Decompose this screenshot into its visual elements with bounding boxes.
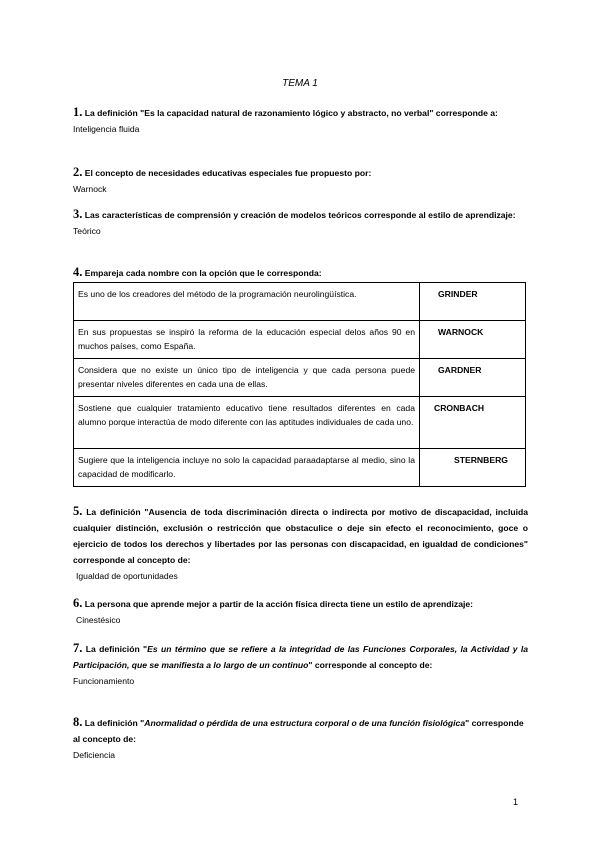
question-answer: Deficiencia [73, 750, 116, 760]
question-text: La persona que aprende mejor a partir de la acción física directa tiene un estilo de aprendizaje: [84, 599, 474, 609]
question-number: 4. [73, 265, 83, 279]
question-answer: Igualdad de oportunidades [76, 571, 178, 581]
question-5 [73, 503, 528, 584]
table-row [74, 359, 526, 397]
question-answer: Funcionamiento [73, 676, 135, 686]
question-8 [73, 714, 528, 763]
match-name: WARNOCK [420, 321, 526, 359]
question-text: Empareja cada nombre con la opción que le corresponda: [84, 268, 322, 278]
question-text-italic: Anormalidad o pérdida de una estructura corporal o de una función fisiológica [144, 718, 466, 728]
question-4 [73, 264, 528, 281]
table-row [74, 283, 526, 321]
question-answer: Warnock [73, 184, 107, 194]
table-row [74, 397, 526, 449]
question-3 [73, 206, 528, 239]
match-description: Considera que no existe un único tipo de inteligencia y que cada persona puede presentar niveles diferentes en cada una de ellas. [74, 359, 420, 397]
match-name: CRONBACH [420, 397, 526, 449]
match-table [73, 282, 526, 487]
question-answer: Cinestésico [76, 615, 121, 625]
question-text-lead: La definición " [85, 644, 148, 654]
table-row [74, 449, 526, 487]
page-title: TEMA 1 [282, 78, 318, 89]
question-number: 8. [73, 715, 83, 729]
question-6 [73, 595, 528, 628]
match-description: Es uno de los creadores del método de la programación neurolingüística. [74, 283, 420, 321]
match-name: GRINDER [420, 283, 526, 321]
question-number: 6. [73, 596, 83, 610]
question-text: El concepto de necesidades educativas especiales fue propuesto por: [84, 168, 372, 178]
question-text-tail: " corresponde al concepto de: [73, 718, 524, 744]
question-number: 7. [73, 641, 83, 655]
table-row [74, 321, 526, 359]
question-text-italic: Es un término que se refiere a la integridad de las Funciones Corporales, la Actividad y la Participación, que se manifiesta a lo largo de un continuo [73, 644, 528, 670]
page-number: 1 [513, 797, 519, 807]
question-1 [73, 104, 528, 137]
question-number: 2. [73, 165, 83, 179]
question-text: La definición "Ausencia de toda discriminación directa o indirecta por motivo de discapacidad, incluida cualquier distinción, exclusión o restricción que obstaculice o deje sin efecto el reconocimiento, goce o ejercicio de todos los derechos y libertades por las personas con discapacidad, en igualdad de condiciones" corresponde al concepto de: [73, 507, 528, 565]
match-name: GARDNER [420, 359, 526, 397]
question-number: 1. [73, 105, 83, 119]
question-7 [73, 640, 528, 689]
match-description: Sugiere que la inteligencia incluye no solo la capacidad paraadaptarse al medio, sino la capacidad de modificarlo. [74, 449, 420, 487]
question-text: Las características de comprensión y creación de modelos teóricos corresponde al estilo de aprendizaje: [84, 210, 516, 220]
match-description: En sus propuestas se inspiró la reforma de la educación especial delos años 90 en muchos países, como España. [74, 321, 420, 359]
question-text: La definición "Es la capacidad natural de razonamiento lógico y abstracto, no verbal" corresponde a: [84, 108, 498, 118]
question-answer: Inteligencia fluida [73, 124, 140, 134]
question-2 [73, 164, 528, 197]
question-answer: Teórico [73, 226, 101, 236]
match-name: STERNBERG [420, 449, 526, 487]
question-text-lead: La definición " [84, 718, 145, 728]
question-text-tail: " corresponde al concepto de: [308, 660, 433, 670]
match-description: Sostiene que cualquier tratamiento educativo tiene resultados diferentes en cada alumno porque interactúa de modo diferente con las aptitudes individuales de cada uno. [74, 397, 420, 449]
question-number: 3. [73, 207, 83, 221]
question-number: 5. [73, 504, 83, 518]
